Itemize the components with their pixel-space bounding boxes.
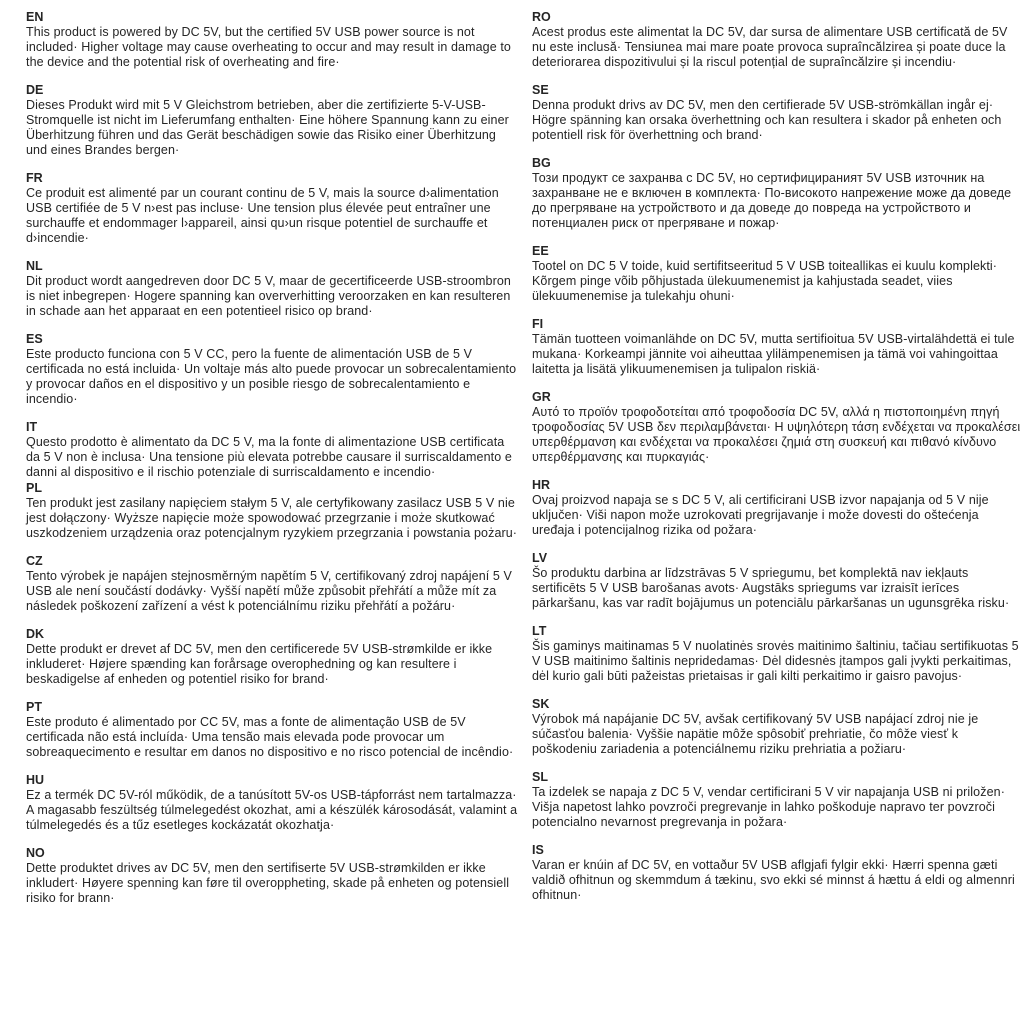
lang-block-ee — [532, 244, 1024, 304]
lang-code-de: DE — [26, 83, 44, 97]
lang-text-cz: Tento výrobek je napájen stejnosměrným napětím 5 V, certifikovaný zdroj napájení 5 V USB ale není součástí dodávky· Vyšší napětí může způsobit přehřátí a může mít za následek poškození zařízení a vést k potenciálnímu riziku přehřátí a požáru· — [26, 569, 512, 613]
lang-block-lv — [532, 551, 1024, 611]
lang-text-dk: Dette produkt er drevet af DC 5V, men den certificerede 5V USB-strømkilde er ikke inkluderet· Højere spænding kan forårsage overophedning og kan resultere i beskadigelse af enheden og potentiel risiko for brand· — [26, 642, 493, 686]
lang-code-gr: GR — [532, 390, 551, 404]
lang-code-en: EN — [26, 10, 44, 24]
lang-code-fi: FI — [532, 317, 544, 331]
lang-text-hr: Ovaj proizvod napaja se s DC 5 V, ali certificirani USB izvor napajanja od 5 V nije uključen· Viši napon može uzrokovati pregrijavanje i može dovesti do oštećenja uređaja i potencijalnog rizika od požara· — [532, 493, 989, 537]
lang-code-se: SE — [532, 83, 549, 97]
lang-block-en — [26, 10, 518, 70]
lang-code-it: IT — [26, 420, 38, 434]
lang-text-no: Dette produktet drives av DC 5V, men den sertifiserte 5V USB-strømkilden er ikke inkludert· Høyere spenning kan føre til overoppheting, skade på enheten og potensiell risiko for brann· — [26, 861, 510, 905]
lang-code-no: NO — [26, 846, 45, 860]
lang-block-bg — [532, 156, 1024, 231]
lang-text-de: Dieses Produkt wird mit 5 V Gleichstrom betrieben, aber die zertifizierte 5-V-USB-Stromquelle ist nicht im Lieferumfang enthalten· Eine höhere Spannung kann zu einer Überhitzung führen und das Gerät beschädigen sowie das Risiko einer Überhitzung und eines Brandes bergen· — [26, 98, 509, 157]
lang-code-dk: DK — [26, 627, 45, 641]
lang-text-fi: Tämän tuotteen voimanlähde on DC 5V, mutta sertifioitua 5V USB-virtalähdettä ei tule mukana· Korkeampi jännite voi aiheuttaa ylilämpenemisen ja tämä voi vahingoittaa laitetta ja lisätä ylikuumenemisen ja tulipalon riskiä· — [532, 332, 1015, 376]
lang-code-nl: NL — [26, 259, 43, 273]
lang-text-is: Varan er knúin af DC 5V, en vottaður 5V USB aflgjafi fylgir ekki· Hærri spenna gæti valdið ofhitnun og skemmdum á tækinu, svo ekki sé minnst á hættu á eldi og almennri ofhitnun· — [532, 858, 1015, 902]
lang-code-lt: LT — [532, 624, 547, 638]
lang-block-ro — [532, 10, 1024, 70]
lang-text-nl: Dit product wordt aangedreven door DC 5 V, maar de gecertificeerde USB-stroombron is niet inbegrepen· Hogere spanning kan oververhitting veroorzaken en kan resulteren in schade aan het apparaat en een potentieel risico op brand· — [26, 274, 511, 318]
lang-code-pl: PL — [26, 481, 42, 495]
lang-text-hu: Ez a termék DC 5V-ról működik, de a tanúsított 5V-os USB-tápforrást nem tartalmazza· A magasabb feszültség túlmelegedést okozhat, ami a készülék károsodását, valamint a túlmelegedés és a tűz esetleges kockázatát okozhatja· — [26, 788, 518, 832]
right-column — [532, 10, 1024, 919]
lang-text-ro: Acest produs este alimentat la DC 5V, dar sursa de alimentare USB certificată de 5V nu este inclusă· Tensiunea mai mare poate provoca supraîncălzirea și poate duce la deteriorarea dispozitivului și la riscul potențial de supraîncălzire și incendiu· — [532, 25, 1008, 69]
lang-block-it — [26, 420, 518, 480]
lang-code-es: ES — [26, 332, 43, 346]
lang-text-it: Questo prodotto è alimentato da DC 5 V, ma la fonte di alimentazione USB certificata da 5 V non è inclusa· Una tensione più elevata potrebbe causare il surriscaldamento e danni al dispositivo e il rischio potenziale di surriscaldamento e incendio· — [26, 435, 512, 479]
lang-text-sl: Ta izdelek se napaja z DC 5 V, vendar certificirani 5 V vir napajanja USB ni priložen· Višja napetost lahko povzroči pregrevanje in lahko poškoduje napravo ter povzroči potencialno nevarnost pregrevanja in požara· — [532, 785, 1005, 829]
lang-text-se: Denna produkt drivs av DC 5V, men den certifierade 5V USB-strömkällan ingår ej· Högre spänning kan orsaka överhettning och kan resultera i skador på enheten och potentiell risk för överhettning och brand· — [532, 98, 1002, 142]
lang-code-pt: PT — [26, 700, 42, 714]
lang-text-lt: Šis gaminys maitinamas 5 V nuolatinės srovės maitinimo šaltiniu, tačiau sertifikuotas 5 V USB maitinimo šaltinis nepridedamas· Dėl didesnės įtampos gali įvykti perkaitimas, dėl kurio gali būti pažeistas prietaisas ir gali kilti perkaitimo ir gaisro pavojus· — [532, 639, 1019, 683]
lang-code-bg: BG — [532, 156, 551, 170]
lang-block-sk — [532, 697, 1024, 757]
lang-code-ro: RO — [532, 10, 551, 24]
lang-code-cz: CZ — [26, 554, 43, 568]
lang-block-no — [26, 846, 518, 906]
lang-block-pt — [26, 700, 518, 760]
lang-text-fr: Ce produit est alimenté par un courant continu de 5 V, mais la source d›alimentation USB certifiée de 5 V n›est pas incluse· Une tension plus élevée peut entraîner une surchauffe et endommager l›appareil, ainsi qu›un risque potentiel de surchauffe et d›incendie· — [26, 186, 499, 245]
lang-text-ee: Tootel on DC 5 V toide, kuid sertifitseeritud 5 V USB toiteallikas ei kuulu komplekti· Kõrgem pinge võib põhjustada ülekuumenemist ja kahjustada seadet, viies ülekuumenemise ja tulekahju ohuni· — [532, 259, 998, 303]
lang-block-is — [532, 843, 1024, 903]
lang-code-is: IS — [532, 843, 544, 857]
lang-block-lt — [532, 624, 1024, 684]
lang-block-cz — [26, 554, 518, 614]
lang-code-lv: LV — [532, 551, 548, 565]
lang-block-dk — [26, 627, 518, 687]
lang-code-sk: SK — [532, 697, 550, 711]
lang-code-ee: EE — [532, 244, 549, 258]
lang-code-hu: HU — [26, 773, 45, 787]
lang-code-hr: HR — [532, 478, 551, 492]
lang-text-pt: Este produto é alimentado por CC 5V, mas a fonte de alimentação USB de 5V certificada não está incluída· Uma tensão mais elevada pode provocar um sobreaquecimento e resultar em danos no dispositivo e no risco potencial de incêndio· — [26, 715, 514, 759]
lang-block-fr — [26, 171, 518, 246]
lang-text-bg: Този продукт се захранва с DC 5V, но сертифицираният 5V USB източник на захранване не е включен в комплекта· По-високото напрежение може да доведе до прегряване на устройството и да доведе до повреда на устройството и потенциален риск от прегряване и пожар· — [532, 171, 1012, 230]
lang-block-pl — [26, 481, 518, 541]
lang-block-de — [26, 83, 518, 158]
lang-block-hr — [532, 478, 1024, 538]
lang-text-sk: Výrobok má napájanie DC 5V, avšak certifikovaný 5V USB napájací zdroj nie je súčasťou balenia· Vyššie napätie môže spôsobiť prehriatie, čo môže viesť k poškodeniu zariadenia a potenciálnemu riziku prehriatia a požiaru· — [532, 712, 979, 756]
lang-text-es: Este producto funciona con 5 V CC, pero la fuente de alimentación USB de 5 V certificada no está incluida· Un voltaje más alto puede provocar un sobrecalentamiento y provocar daños en el dispositivo y un posible riesgo de sobrecalentamiento e incendio· — [26, 347, 517, 406]
lang-block-sl — [532, 770, 1024, 830]
lang-code-sl: SL — [532, 770, 548, 784]
lang-code-fr: FR — [26, 171, 43, 185]
lang-block-se — [532, 83, 1024, 143]
lang-text-pl: Ten produkt jest zasilany napięciem stałym 5 V, ale certyfikowany zasilacz USB 5 V nie jest dołączony· Wyższe napięcie może spowodować przegrzanie i może skutkować uszkodzeniem urządzenia oraz potencjalnym ryzykiem przegrzania i powstania pożaru· — [26, 496, 518, 540]
lang-block-fi — [532, 317, 1024, 377]
lang-block-hu — [26, 773, 518, 833]
lang-block-nl — [26, 259, 518, 319]
lang-text-lv: Šo produktu darbina ar līdzstrāvas 5 V spriegumu, bet komplektā nav iekļauts sertificēts 5 V USB barošanas avots· Augstāks spriegums var izraisīt ierīces pārkaršanu, kas var radīt bojājumus un potenciālu pārkaršanas un ugunsgrēka risku· — [532, 566, 1010, 610]
lang-text-en: This product is powered by DC 5V, but the certified 5V USB power source is not included· Higher voltage may cause overheating to occur and may result in damage to the device and the potential risk of overheating and fire· — [26, 25, 511, 69]
lang-text-gr: Αυτό το προϊόν τροφοδοτείται από τροφοδοσία DC 5V, αλλά η πιστοποιημένη πηγή τροφοδοσίας 5V USB δεν περιλαμβάνεται· Η υψηλότερη τάση ενδέχεται να προκαλέσει υπερθέρμανση και ενδέχεται να προκαλέσει ζημιά στη συσκευή και πιθανό κίνδυνο υπερθέρμανσης και πυρκαγιάς· — [532, 405, 1021, 464]
lang-block-gr — [532, 390, 1024, 465]
lang-block-es — [26, 332, 518, 407]
two-column-layout — [26, 10, 1021, 919]
left-column — [26, 10, 518, 919]
